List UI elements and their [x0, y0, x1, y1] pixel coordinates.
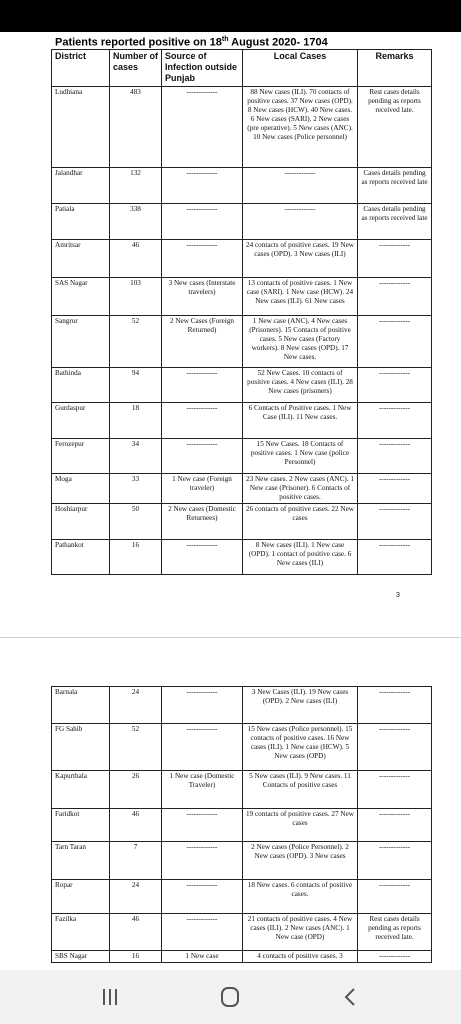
cell-number: 483	[110, 87, 162, 168]
cell-local-cases: 3 New Cases (ILI). 19 New cases (OPD). 2 New cases (ILI)	[243, 687, 358, 724]
table-row	[52, 240, 432, 278]
cell-remarks: -------------	[358, 403, 432, 439]
cell-number: 34	[110, 439, 162, 474]
header-remarks: Remarks	[358, 50, 432, 87]
cell-district: Gurdaspur	[52, 403, 110, 439]
header-number: Number of cases	[110, 50, 162, 87]
back-button[interactable]	[330, 984, 370, 1010]
home-icon	[210, 984, 250, 1010]
back-icon	[330, 984, 370, 1010]
header-local: Local Cases	[243, 50, 358, 87]
cell-remarks: -------------	[358, 880, 432, 914]
cell-number: 46	[110, 240, 162, 278]
table-row	[52, 771, 432, 809]
cell-local-cases: -------------	[243, 204, 358, 240]
cell-number: 16	[110, 540, 162, 575]
cell-local-cases: 4 contacts of positive cases. 3	[243, 951, 358, 963]
cell-district: Hoshiarpur	[52, 504, 110, 540]
cell-remarks: Cases details pending as reports received late	[358, 204, 432, 240]
navigation-bar	[0, 970, 461, 1024]
cell-local-cases: 8 New cases (ILI). 1 New case (OPD). 1 contact of positive case. 6 New cases (ILI)	[243, 540, 358, 575]
cell-remarks: Rest cases details pending as reports received late.	[358, 87, 432, 168]
cell-number: 52	[110, 316, 162, 368]
cell-remarks: -------------	[358, 368, 432, 403]
cell-remarks: -------------	[358, 809, 432, 842]
table-row	[52, 474, 432, 504]
cell-district: Amritsar	[52, 240, 110, 278]
cell-remarks: -------------	[358, 504, 432, 540]
cell-district: SBS Nagar	[52, 951, 110, 963]
cell-district: Barnala	[52, 687, 110, 724]
cell-number: 103	[110, 278, 162, 316]
cases-table-page-1	[51, 49, 432, 575]
cell-district: Ropar	[52, 880, 110, 914]
cell-local-cases: 6 Contacts of Positive cases. 1 New Case (ILI). 11 New cases.	[243, 403, 358, 439]
document-title: Patients reported positive on 18th August 2020- 1704	[55, 36, 328, 49]
table-row	[52, 809, 432, 842]
cell-number: 94	[110, 368, 162, 403]
cell-remarks: -------------	[358, 842, 432, 880]
cell-local-cases: 1 New case (ANC). 4 New cases (Prisoners). 15 Contacts of positive cases. 5 New cases (Factory workers). 8 New cases (OPD). 17 New cases.	[243, 316, 358, 368]
cell-source: 2 New Cases (Foreign Returned)	[162, 316, 243, 368]
cell-remarks: -------------	[358, 240, 432, 278]
cell-district: Ludhiana	[52, 87, 110, 168]
cell-remarks: -------------	[358, 951, 432, 963]
header-source: Source of Infection outside Punjab	[162, 50, 243, 87]
cell-local-cases: 19 contacts of positive cases. 27 New cases	[243, 809, 358, 842]
cell-remarks: -------------	[358, 540, 432, 575]
cell-source: -------------	[162, 403, 243, 439]
recents-button[interactable]	[90, 984, 130, 1010]
cell-district: Fazilka	[52, 914, 110, 951]
cell-source: -------------	[162, 439, 243, 474]
table-row	[52, 724, 432, 771]
cell-local-cases: 21 contacts of positive cases. 4 New cases (ILI). 2 New cases (ANC). 1 New case (OPD)	[243, 914, 358, 951]
cell-remarks: -------------	[358, 278, 432, 316]
cell-district: Moga	[52, 474, 110, 504]
home-button[interactable]	[210, 984, 250, 1010]
cell-number: 33	[110, 474, 162, 504]
cell-source: 1 New case (Foreign traveler)	[162, 474, 243, 504]
table-row	[52, 951, 432, 963]
table-row	[52, 403, 432, 439]
cell-number: 46	[110, 809, 162, 842]
table-row	[52, 316, 432, 368]
cell-source: -------------	[162, 87, 243, 168]
status-bar	[0, 0, 461, 32]
cell-district: Jalandhar	[52, 168, 110, 204]
cell-local-cases: 88 New cases (ILI). 70 contacts of positive cases. 37 New cases (OPD). 8 New cases (HCW). 40 New cases. 6 New cases (SARI). 2 New cases (pre operative). 5 New cases (ANC). 10 New cases (Police personnel)	[243, 87, 358, 168]
cell-remarks: -------------	[358, 439, 432, 474]
cell-number: 7	[110, 842, 162, 880]
cell-district: Ferozepur	[52, 439, 110, 474]
cell-local-cases: 15 New Cases. 18 Contacts of positive cases. 1 New case (police Personnel)	[243, 439, 358, 474]
cell-local-cases: 26 contacts of positive cases. 22 New cases	[243, 504, 358, 540]
table-row	[52, 439, 432, 474]
cell-local-cases: 2 New cases (Police Personnel). 2 New cases (OPD). 3 New cases	[243, 842, 358, 880]
cell-source: -------------	[162, 809, 243, 842]
cell-remarks: -------------	[358, 474, 432, 504]
cell-source: -------------	[162, 368, 243, 403]
table-row	[52, 87, 432, 168]
cell-source: 1 New case (Domestic Traveler)	[162, 771, 243, 809]
cell-remarks: Rest cases details pending as reports received late.	[358, 914, 432, 951]
cell-district: FG Sahib	[52, 724, 110, 771]
table-row	[52, 278, 432, 316]
cell-district: Tarn Taran	[52, 842, 110, 880]
cell-source: -------------	[162, 168, 243, 204]
cell-district: Kapurthala	[52, 771, 110, 809]
cell-local-cases: 13 contacts of positive cases. 1 New case (SARI). 1 New case (HCW). 24 New cases (ILI). 61 New cases	[243, 278, 358, 316]
cell-remarks: -------------	[358, 316, 432, 368]
cell-district: Patiala	[52, 204, 110, 240]
cell-source: -------------	[162, 540, 243, 575]
cell-district: Pathankot	[52, 540, 110, 575]
cell-number: 132	[110, 168, 162, 204]
cell-remarks: -------------	[358, 724, 432, 771]
cell-number: 24	[110, 880, 162, 914]
cell-local-cases: 5 New cases (ILI). 9 New cases. 11 Contacts of positive cases	[243, 771, 358, 809]
cell-number: 26	[110, 771, 162, 809]
table-row	[52, 504, 432, 540]
table-row	[52, 842, 432, 880]
cell-number: 50	[110, 504, 162, 540]
cell-local-cases: 24 contacts of positive cases. 19 New cases (OPD). 3 New cases (ILI)	[243, 240, 358, 278]
cell-remarks: Cases details pending as reports received late	[358, 168, 432, 204]
cell-number: 46	[110, 914, 162, 951]
cell-number: 18	[110, 403, 162, 439]
page-separator	[0, 637, 461, 638]
cell-source: -------------	[162, 914, 243, 951]
cell-local-cases: 18 New cases. 6 contacts of positive cases.	[243, 880, 358, 914]
table-row	[52, 540, 432, 575]
cell-source: -------------	[162, 687, 243, 724]
cell-district: Bathinda	[52, 368, 110, 403]
cell-source: -------------	[162, 842, 243, 880]
cell-number: 16	[110, 951, 162, 963]
cell-source: -------------	[162, 204, 243, 240]
cell-source: 1 New case	[162, 951, 243, 963]
table-row	[52, 168, 432, 204]
cell-source: 2 New cases (Domestic Returnees)	[162, 504, 243, 540]
cell-source: 3 New cases (Interstate travelers)	[162, 278, 243, 316]
page-number: 3	[396, 592, 400, 599]
cell-local-cases: 23 New cases. 2 New cases (ANC). 1 New case (Prisoner). 6 Contacts of positive cases.	[243, 474, 358, 504]
cell-local-cases: 15 New cases (Police personnel). 15 contacts of positive cases. 16 New cases (ILI). 1 New case (HCW). 5 New cases (OPD)	[243, 724, 358, 771]
table-row	[52, 368, 432, 403]
cell-number: 24	[110, 687, 162, 724]
recents-icon	[90, 984, 130, 1010]
cell-district: Sangrur	[52, 316, 110, 368]
table-row	[52, 204, 432, 240]
table-row	[52, 914, 432, 951]
cell-number: 338	[110, 204, 162, 240]
cell-district: Faridkot	[52, 809, 110, 842]
header-district: District	[52, 50, 110, 87]
cell-source: -------------	[162, 240, 243, 278]
cell-local-cases: 52 New Cases. 10 contacts of positive cases. 4 New cases (ILI). 28 New cases (prisoners)	[243, 368, 358, 403]
cases-table-page-2	[51, 686, 432, 963]
cell-remarks: -------------	[358, 687, 432, 724]
cell-number: 52	[110, 724, 162, 771]
cell-local-cases: -------------	[243, 168, 358, 204]
cell-source: -------------	[162, 880, 243, 914]
table-row	[52, 880, 432, 914]
cell-source: -------------	[162, 724, 243, 771]
cell-district: SAS Nagar	[52, 278, 110, 316]
table-row	[52, 687, 432, 724]
cell-remarks: -------------	[358, 771, 432, 809]
